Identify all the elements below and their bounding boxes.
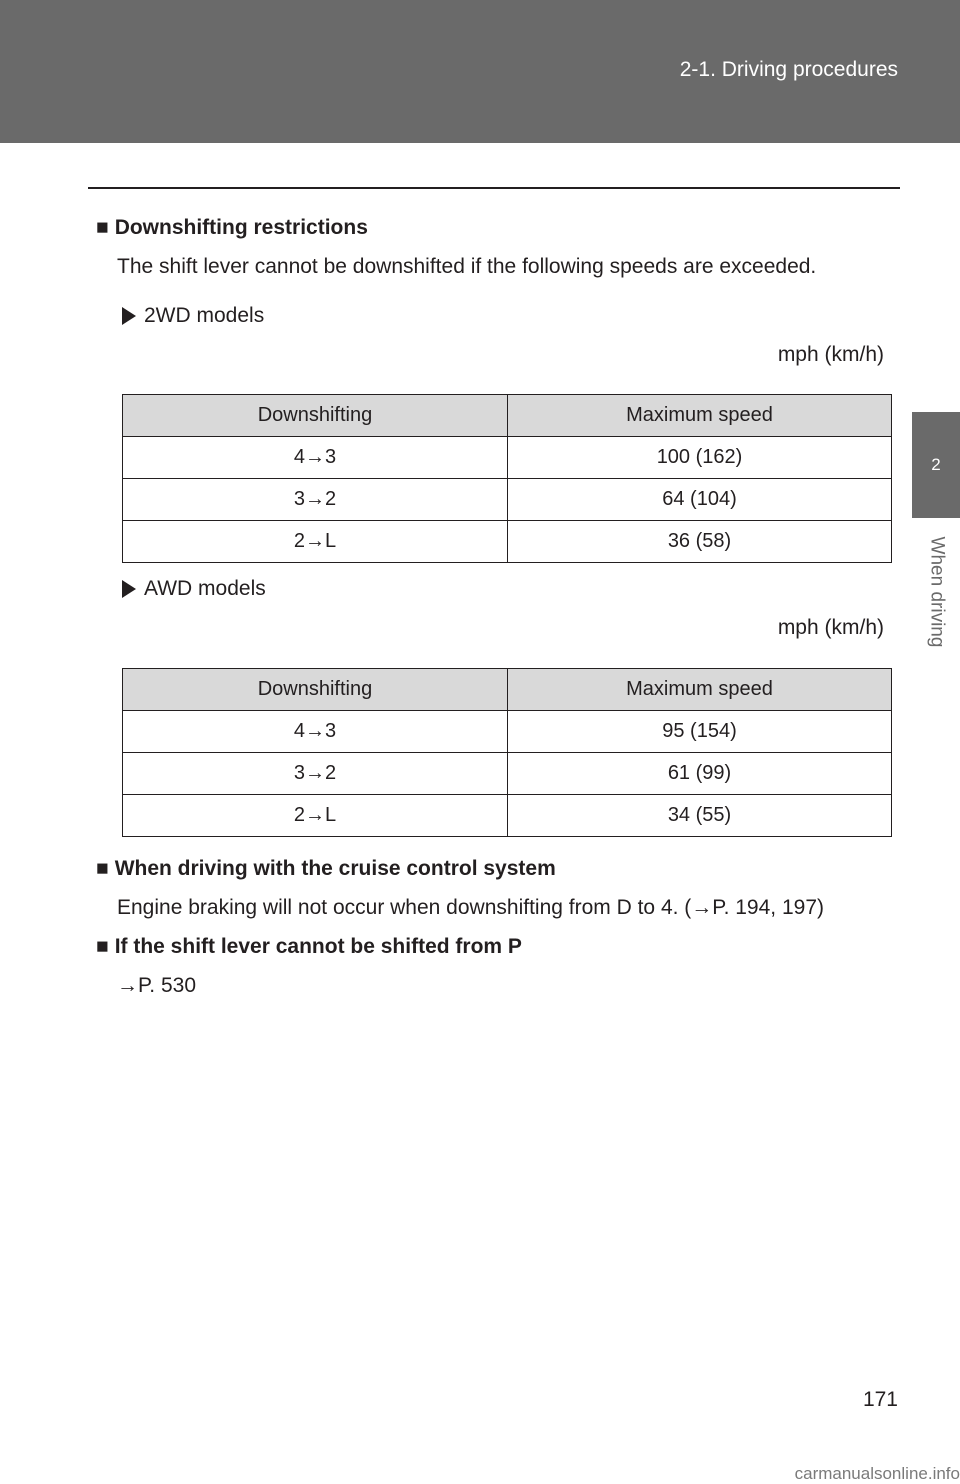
page-number: 171 [862, 1388, 898, 1411]
watermark: carmanualsonline.info [794, 1464, 960, 1483]
table-row [123, 437, 892, 479]
table-row [123, 711, 892, 753]
table-header-row [123, 669, 892, 711]
downshifting-text: The shift lever cannot be downshifted if the following speeds are exceeded. [117, 255, 817, 278]
table-row [123, 753, 892, 795]
shift-from-p-reference: →P. 530 [117, 974, 197, 997]
table-cell: 4→3 [123, 437, 508, 479]
heading-cruise-control-text: When driving with the cruise control system [114, 857, 556, 880]
section-divider [88, 187, 900, 189]
column-header: Downshifting [123, 395, 508, 437]
heading-downshifting-text: Downshifting restrictions [114, 216, 368, 239]
side-tab-title: When driving [926, 536, 948, 648]
cruise-control-text: Engine braking will not occur when downshifting from D to 4. (→P. 194, 197) [117, 896, 824, 919]
table-cell: 4→3 [123, 711, 508, 753]
table-cell: 3→2 [123, 753, 508, 795]
speed-table-2wd [122, 394, 892, 563]
square-bullet-icon: ■ [96, 857, 109, 880]
table-cell: 34 (55) [508, 795, 892, 837]
table-cell: 2→L [123, 795, 508, 837]
unit-label-2wd: mph (km/h) [777, 343, 884, 366]
page-header [0, 0, 960, 143]
table-row [123, 795, 892, 837]
chapter-title: 2-1. Driving procedures [679, 58, 898, 81]
table-cell: 100 (162) [508, 437, 892, 479]
unit-label-awd: mph (km/h) [777, 616, 884, 639]
heading-downshifting [96, 216, 368, 240]
heading-cruise-control [96, 857, 556, 881]
column-header: Maximum speed [508, 395, 892, 437]
triangle-bullet-icon [122, 307, 136, 325]
heading-shift-from-p [96, 935, 522, 959]
table-row [123, 521, 892, 563]
heading-shift-from-p-text: If the shift lever cannot be shifted from P [114, 935, 522, 958]
triangle-bullet-icon [122, 580, 136, 598]
side-tab-number: 2 [912, 412, 960, 518]
subheading-awd [122, 577, 266, 601]
table-header-row [123, 395, 892, 437]
column-header: Downshifting [123, 669, 508, 711]
table-cell: 2→L [123, 521, 508, 563]
table-cell: 36 (58) [508, 521, 892, 563]
table-cell: 64 (104) [508, 479, 892, 521]
side-tab-title-box [912, 522, 960, 662]
speed-table-awd [122, 668, 892, 837]
table-cell: 61 (99) [508, 753, 892, 795]
column-header: Maximum speed [508, 669, 892, 711]
square-bullet-icon: ■ [96, 216, 109, 239]
table-cell: 3→2 [123, 479, 508, 521]
table-cell: 95 (154) [508, 711, 892, 753]
table-row [123, 479, 892, 521]
square-bullet-icon: ■ [96, 935, 109, 958]
subheading-awd-text: AWD models [144, 577, 266, 600]
subheading-2wd-text: 2WD models [144, 304, 265, 327]
subheading-2wd [122, 304, 264, 328]
